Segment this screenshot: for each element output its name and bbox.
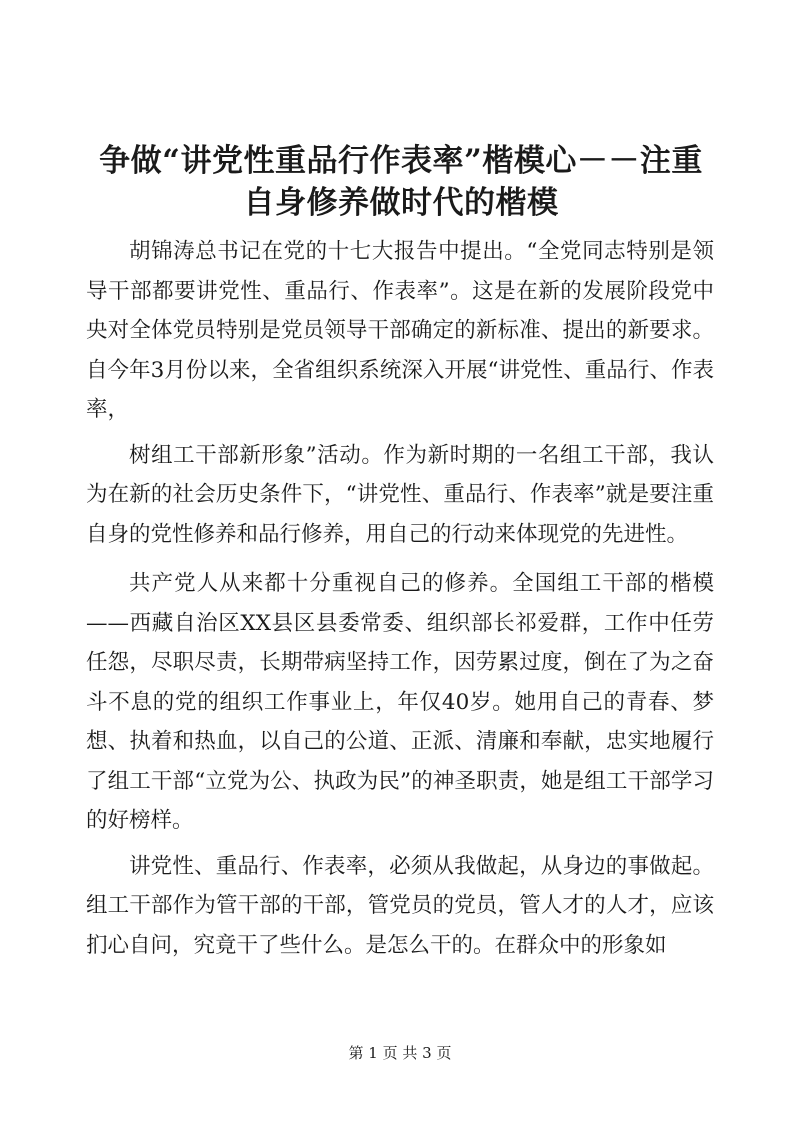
paragraph-3: 共产党人从来都十分重视自己的修养。全国组工干部的楷模——西藏自治区XX县区县委常委、组织部长祁爱群，工作中任劳任怨，尽职尽责，长期带病坚持工作，因劳累过度，倒在了为之奋斗不息的党的组织工作事业上，年仅40岁。她用自己的青春、梦想、执着和热血，以自己的公道、正派、清廉和奉献，忠实地履行了组工干部“立党为公、执政为民”的神圣职责，她是组工干部学习的好榜样。	[86, 571, 714, 833]
paragraph-4: 讲党性、重品行、作表率，必须从我做起，从身边的事做起。组工干部作为管干部的干部，管党员的党员，管人才的人才，应该扪心自问，究竟干了些什么。是怎么干的。在群众中的形象如	[86, 853, 714, 958]
paragraph-2: 树组工干部新形象”活动。作为新时期的一名组工干部，我认为在新的社会历史条件下，“讲党性、重品行、作表率”就是要注重自身的党性修养和品行修养，用自己的行动来体现党的先进性。	[86, 442, 714, 547]
paragraph-1: 胡锦涛总书记在党的十七大报告中提出。“全党同志特别是领导干部都要讲党性、重品行、作表率”。这是在新的发展阶段党中央对全体党员特别是党员领导干部确定的新标准、提出的新要求。自今年3月份以来，全省组织系统深入开展“讲党性、重品行、作表率，	[86, 239, 714, 422]
document-title: 争做“讲党性重品行作表率”楷模心－－注重自身修养做时代的楷模	[99, 143, 703, 221]
document-body	[86, 232, 714, 971]
page-number-footer: 第 1 页 共 3 页	[348, 1044, 452, 1062]
